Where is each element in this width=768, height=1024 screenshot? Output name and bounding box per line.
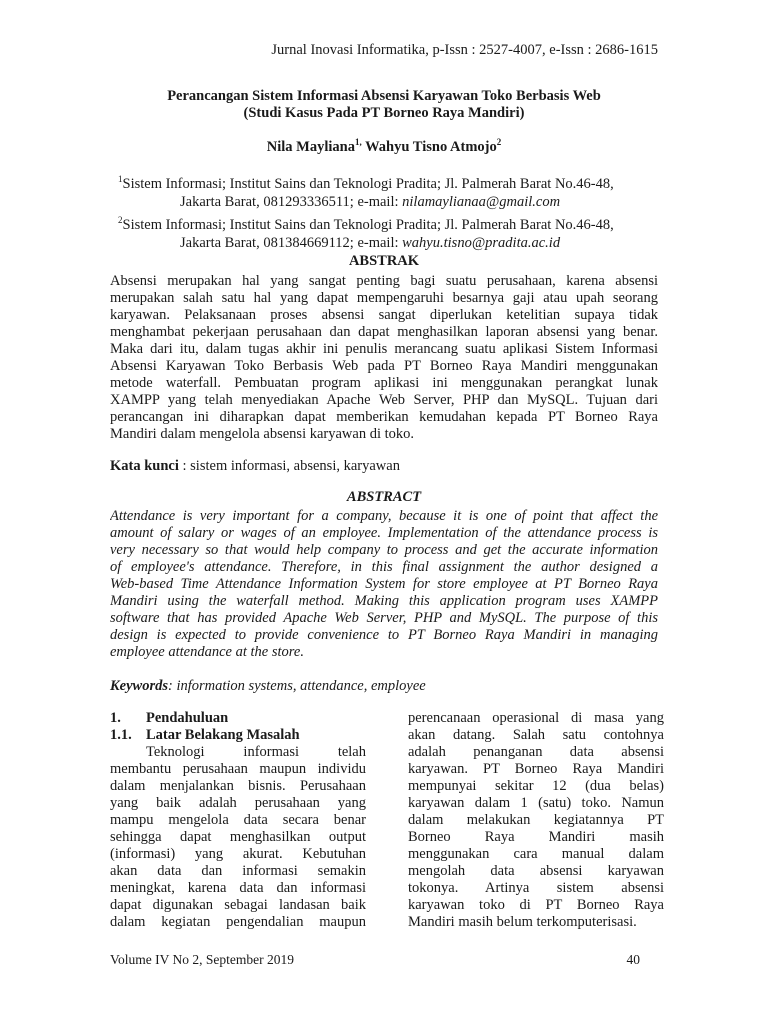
body-column-left [110, 710, 366, 931]
abstract-line: Mandiri using the waterfall method. Making this application program uses XAMPP [110, 593, 658, 609]
affiliation-2-line-2 [118, 234, 663, 252]
author-1: Nila Mayliana [266, 138, 355, 155]
abstract-line: employee attendance at the store. [110, 644, 304, 660]
kata-kunci [110, 458, 658, 475]
body-line: mengolah data absensi karyawan [408, 863, 664, 879]
abstrak-line: Mandiri dalam mengelola absensi karyawan di toko. [110, 426, 415, 442]
body-line: tokonya. Artinya sistem absensi [408, 880, 664, 896]
footer-page-number: 40 [626, 952, 640, 967]
subsection-title: Latar Belakang Masalah [146, 727, 300, 743]
abstrak-line: metode waterfall. Pembuatan program aplikasi ini menggunakan perangkat lunak [110, 375, 658, 391]
body-line: perencanaan operasional di masa yang [408, 710, 664, 726]
affiliation-2-line-1 [118, 211, 663, 234]
affiliation-1-line-2 [118, 193, 663, 211]
abstrak-line: Absensi merupakan hal yang sangat penting bagi suatu perusahaan, karena absensi [110, 273, 658, 289]
body-line: mempunyai sekitar 12 (dua belas) [408, 778, 664, 794]
kata-kunci-label: Kata kunci [110, 458, 179, 474]
body-line: mampu mengelola data secara benar [110, 812, 366, 828]
abstract-body [110, 508, 658, 661]
body-line: yang baik adalah perusahaan yang [110, 795, 366, 811]
abstrak-line: karyawan. Pelaksanaan proses absensi sangat diperlukan ketelitian supaya tidak [110, 307, 658, 323]
abstrak-line: XAMPP yang telah menyediakan Apache Web Server, PHP dan MySQL. Tujuan dari [110, 392, 658, 408]
body-line: karyawan toko di PT Borneo Raya [408, 897, 664, 913]
affiliation-1-sup: 1 [118, 174, 123, 184]
abstract-line: very necessary so that would help company to process and get the accurate information [110, 542, 658, 558]
section-number: 1. [110, 710, 121, 726]
abstrak-line: perancangan ini diharapkan dapat memberikan kemudahan kepada PT Borneo Raya [110, 409, 658, 425]
body-column-right [408, 710, 664, 931]
affiliation-2-text: Sistem Informasi; Institut Sains dan Teknologi Pradita; Jl. Palmerah Barat No.46-48, [122, 216, 614, 233]
body-line: Mandiri masih belum terkomputerisasi. [408, 914, 637, 930]
affiliations [118, 170, 663, 252]
body-line: karyawan. PT Borneo Raya Mandiri [408, 761, 664, 777]
section-heading-1-1 [110, 727, 366, 744]
abstrak-line: Maka dari itu, dalam tugas akhir ini penulis merancang suatu aplikasi Sistem Informasi [110, 341, 658, 357]
abstract-line: of employee's attendance. Therefore, in this final assignment the author designed a [110, 559, 658, 575]
affiliation-1-line-1 [118, 170, 663, 193]
body-line: Borneo Raya Mandiri masih [408, 829, 664, 845]
body-line: membantu perusahaan maupun individu [110, 761, 366, 777]
keywords-value: : information systems, attendance, employee [168, 678, 426, 694]
subsection-number: 1.1. [110, 727, 132, 743]
body-line: akan data dan informasi semakin [110, 863, 366, 879]
keywords-label: Keywords [110, 678, 168, 694]
body-line: karyawan dalam 1 (satu) toko. Namun [408, 795, 664, 811]
body-line: Teknologi informasi telah [146, 744, 366, 760]
abstract-line: amount of salary or wages of an employee. Implementation of the attendance process is [110, 525, 658, 541]
affiliation-1-contact: Jakarta Barat, 081293336511; e-mail: [180, 193, 403, 210]
body-line: dalam kegiatan pengendalian maupun [110, 914, 366, 930]
affiliation-2-email[interactable]: wahyu.tisno@pradita.ac.id [402, 234, 561, 251]
section-title: Pendahuluan [146, 710, 229, 726]
body-line: sehingga dapat menghasilkan output [110, 829, 366, 845]
abstract-line: design is expected to provide convenience to PT Borneo Raya Mandiri in managing [110, 627, 658, 643]
section-heading-1 [110, 710, 366, 727]
author-2: Wahyu Tisno Atmojo [365, 138, 497, 155]
title-line-2: (Studi Kasus Pada PT Borneo Raya Mandiri) [243, 105, 525, 121]
author-2-sup: 2 [496, 137, 502, 147]
abstract-line: Web-based Time Attendance Information System for store employee at PT Borneo Raya [110, 576, 658, 592]
body-line: dalam melakukan kegiatannya PT [408, 812, 664, 828]
abstract-line: Attendance is very important for a company, because it is one of point that affect the [110, 508, 658, 524]
abstrak-body [110, 273, 658, 443]
affiliation-1-text: Sistem Informasi; Institut Sains dan Teknologi Pradita; Jl. Palmerah Barat No.46-48, [122, 175, 614, 192]
journal-header: Jurnal Inovasi Informatika, p-Issn : 2527-4007, e-Issn : 2686-1615 [271, 42, 658, 58]
paper-title [110, 88, 658, 122]
title-line-1: Perancangan Sistem Informasi Absensi Karyawan Toko Berbasis Web [167, 88, 601, 104]
affiliation-1-email[interactable]: nilamaylianaa@gmail.com [402, 193, 561, 210]
body-line: meningkat, karena data dan informasi [110, 880, 366, 896]
keywords [110, 678, 658, 695]
author-1-sup: 1, [354, 137, 362, 147]
kata-kunci-value: : sistem informasi, absensi, karyawan [178, 458, 400, 474]
abstrak-heading: ABSTRAK [348, 253, 420, 269]
body-line: dapat digunakan sebagai landasan baik [110, 897, 366, 913]
affiliation-2-contact: Jakarta Barat, 081384669112; e-mail: [180, 234, 403, 251]
abstract-line: software that has provided Apache Web Server, PHP and MySQL. The purpose of this [110, 610, 658, 626]
abstrak-line: menghambat pekerjaan perusahaan dan dapat menghasilkan laporan absensi yang benar. [110, 324, 658, 340]
body-line: menggunakan cara manual dalam [408, 846, 664, 862]
abstrak-line: merupakan salah satu hal yang dapat mempengaruhi besarnya gaji atau upah seorang [110, 290, 658, 306]
body-line: akan datang. Salah satu contohnya [408, 727, 664, 743]
author-list [110, 137, 658, 156]
abstract-heading: ABSTRACT [346, 489, 422, 505]
body-line: dalam menjalankan bisnis. Perusahaan [110, 778, 366, 794]
footer-volume: Volume IV No 2, September 2019 [110, 952, 294, 967]
abstrak-line: Absensi Karyawan Toko Berbasis Web pada PT Borneo Raya Mandiri menggunakan [110, 358, 658, 374]
affiliation-2-sup: 2 [118, 214, 123, 225]
body-line: (informasi) yang akurat. Kebutuhan [110, 846, 366, 862]
body-line: adalah penanganan data absensi [408, 744, 664, 760]
